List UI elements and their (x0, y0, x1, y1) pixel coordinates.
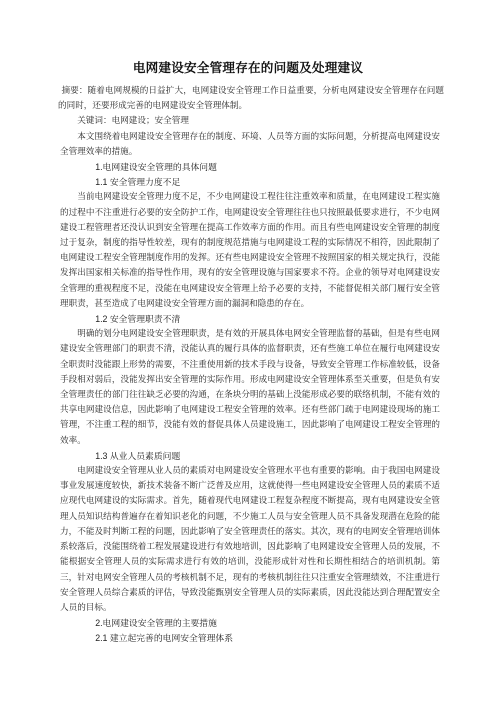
document-body (58, 84, 444, 647)
paragraph-1-2: 明确的划分电网建设安全管理职责，是有效的开展具体电网安全管理监督的基础，但是有些电网建设安全管理部门的职责不清，没能认真的履行具体的监督职责，还有些施工单位在履行电网建设安全职责时没能跟上形势的需要，不注重使用新的技术手段与设备，导致安全管理工作标准较低，设备手段相对弱后，没能发挥出安全管理的实际作用。形成电网建设安全管理体系至关重要，但是负有安全管理责任的部门往往缺乏必要的沟通，在条块分明的基础上没能形成必要的联络机制，不能有效的共享电网建设信息，因此影响了电网建设工程安全管理的效率。还有些部门疏于电网建设现场的施工管理，不注重工程的细节，没能有效的督促具体人员建设施工，因此影响了电网建设工程安全管理的效率。 (60, 329, 440, 446)
intro-paragraph: 本文围绕着电网建设安全管理存在的制度、环境、人员等方面的实际问题，分析提高电网建设安全管理效率的措施。 (60, 131, 440, 157)
subsection-1-3-heading: 1.3 从业人员素质问题 (95, 450, 181, 461)
section-2-heading: 2.电网建设安全管理的主要措施 (95, 618, 217, 629)
abstract-paragraph: 摘要：随着电网规模的日益扩大，电网建设安全管理工作日益重要，分析电网建设安全管理存在问题的同时，还要形成完善的电网建设安全管理体制。 (58, 86, 444, 112)
document-title: 电网建设安全管理存在的问题及处理建议 (132, 60, 364, 75)
subsection-1-1-heading: 1.1 安全管理力度不足 (95, 177, 181, 188)
paragraph-1-3: 电网建设安全管理从业人员的素质对电网建设安全管理水平也有重要的影响。由于我国电网建设事业发展速度较快，新技术装备不断广泛普及应用，这就使得一些电网建设安全管理人员的素质不适应现代电网建设的实际需求。首先，随着现代电网建设工程复杂程度不断提高，现有电网建设安全管理人员知识结构普遍存在着知识老化的问题，不少施工人员与安全管理人员不具备发现潜在危险的能力，不能及时判断工程的问题，因此影响了安全管理责任的落实。其次，现有的电网安全管理培训体系较落后，没能围绕着工程发展建设进行有效地培训，因此影响了电网建设安全管理人员的发展，不能根据安全管理人员的实际需求进行有效的培训，没能形成针对性和长期性相结合的培训机制。第三，针对电网安全管理人员的考核机制不足，现有的考核机制往往只注重安全管理绩效，不注重进行安全管理人员综合素质的评估，导致没能甄别安全管理人员的实际素质，因此没能达到合理配置安全人员的目标。 (60, 466, 440, 613)
subsection-1-2-heading: 1.2 安全管理职责不清 (95, 314, 181, 325)
section-1-heading: 1.电网建设安全管理的具体问题 (95, 162, 217, 173)
subsection-2-1-heading: 2.1 建立起完善的电网安全管理体系 (95, 633, 234, 644)
keywords-line: 关键词：电网建设；安全管理 (77, 116, 189, 127)
paragraph-1-1: 当前电网建设安全管理力度不足，不少电网建设工程往往注重效率和质量，在电网建设工程实施的过程中不注重进行必要的安全防护工作，电网建设安全管理往往也只按照最低要求进行，不少电网建设工程管理者还没认识到安全管理在提高工作效率方面的作用。而且有些电网建设安全管理的制度过于复杂，制度的指导性较差，现有的制度规范措施与电网建设工程的实际情况不相符，因此限制了电网建设工程安全管理制度作用的发挥。还有些电网建设安全管理不按照国家的相关规定执行，没能发挥出国家相关标准的指导性作用，现有的安全管理设施与国家要求不符。企业的领导对电网建设安全管理的重视程度不足，没能在电网建设安全管理上给予必要的支持，不能督促相关部门履行安全管理职责，甚至造成了电网建设安全管理方面的漏洞和隐患的存在。 (60, 192, 440, 309)
